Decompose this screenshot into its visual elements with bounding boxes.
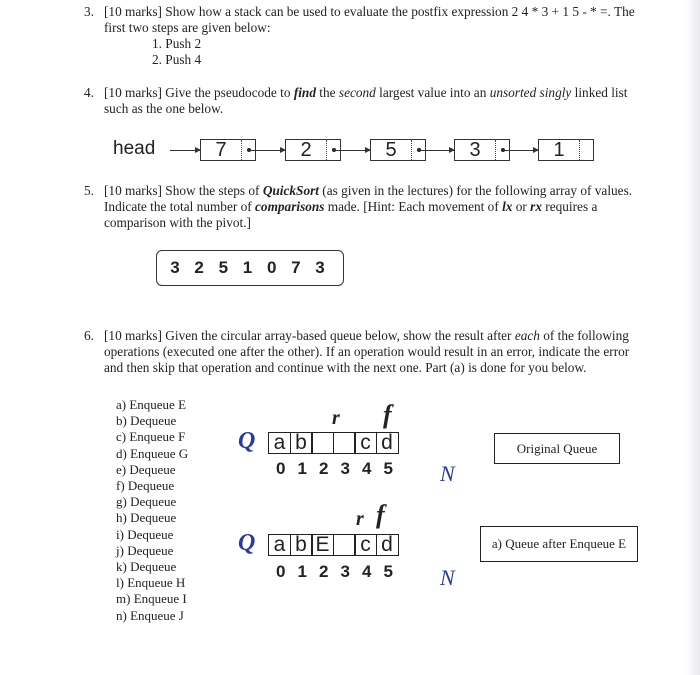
step-2: 2. Push 4 bbox=[152, 52, 202, 67]
node-value: 7 bbox=[215, 139, 227, 161]
node-value: 1 bbox=[553, 139, 565, 161]
page-edge-shadow bbox=[686, 0, 700, 675]
quicksort-array: 3 2 5 1 0 7 3 bbox=[156, 250, 344, 286]
question-4-line-2: such as the one below. bbox=[104, 101, 224, 116]
node-value: 3 bbox=[469, 139, 481, 161]
queue-cell: d bbox=[376, 432, 399, 454]
question-3-line-1: [10 marks] Show how a stack can be used to evaluate the postfix expression 2 4 * 3 + 1 5 - * =. The bbox=[104, 4, 635, 19]
queue-cell bbox=[333, 534, 356, 556]
operation-item: c) Enqueue F bbox=[116, 429, 186, 445]
queue-cell: c bbox=[354, 534, 377, 556]
operation-item: j) Dequeue bbox=[116, 542, 174, 558]
question-5-line-2: Indicate the total number of comparisons made. [Hint: Each movement of lx or rx requires a bbox=[104, 199, 598, 214]
operation-item: l) Enqueue H bbox=[116, 575, 186, 591]
queue-cell: b bbox=[290, 432, 313, 454]
question-5-line-1: [10 marks] Show the steps of QuickSort (as given in the lectures) for the following array of values. bbox=[104, 183, 633, 198]
rear-pointer-label: r bbox=[332, 407, 340, 429]
operation-item: m) Enqueue I bbox=[116, 591, 187, 607]
question-3-number: 3. bbox=[84, 4, 94, 19]
linked-list-head-label: head bbox=[113, 138, 156, 159]
queue-after-enqueue-e-array bbox=[268, 534, 397, 556]
queue-cell: c bbox=[354, 432, 377, 454]
question-6-number: 6. bbox=[84, 328, 94, 343]
node-arrow bbox=[248, 150, 285, 151]
capacity-label: N bbox=[440, 565, 455, 590]
question-3-line-2: first two steps are given below: bbox=[104, 20, 271, 35]
queue-cell: a bbox=[268, 534, 291, 556]
head-arrow bbox=[170, 150, 200, 151]
operation-item: f) Dequeue bbox=[116, 478, 175, 494]
operation-item: i) Dequeue bbox=[116, 526, 174, 542]
node-arrow bbox=[418, 150, 454, 151]
node-value: 2 bbox=[300, 139, 312, 161]
operation-item: h) Dequeue bbox=[116, 510, 177, 526]
list-node bbox=[538, 139, 594, 161]
question-6-line-3: and then skip that operation and continue with the next one. Part (a) is done for you below. bbox=[104, 360, 587, 375]
operation-item: a) Enqueue E bbox=[116, 397, 187, 412]
queue-label: Q bbox=[238, 530, 256, 556]
operations-list bbox=[116, 397, 188, 624]
question-5-number: 5. bbox=[84, 183, 94, 198]
queue-cell bbox=[311, 432, 334, 454]
front-pointer-label: f bbox=[376, 500, 385, 529]
node-value: 5 bbox=[385, 139, 397, 161]
node-arrow bbox=[502, 150, 538, 151]
operation-item: e) Dequeue bbox=[116, 461, 176, 477]
queue-after-enqueue-e-indices: 0 1 2 3 4 5 bbox=[276, 562, 393, 581]
operation-item: k) Dequeue bbox=[116, 559, 177, 575]
original-queue-caption: Original Queue bbox=[494, 433, 620, 464]
queue-cell bbox=[333, 432, 356, 454]
question-4-line-1: [10 marks] Give the pseudocode to find the second largest value into an unsorted singly linked list bbox=[104, 85, 628, 100]
queue-cell: b bbox=[290, 534, 313, 556]
original-queue-array bbox=[268, 432, 397, 454]
capacity-label: N bbox=[440, 461, 455, 486]
operation-item: n) Enqueue J bbox=[116, 607, 184, 623]
rear-pointer-label: r bbox=[356, 508, 364, 530]
question-5-line-3: comparison with the pivot.] bbox=[104, 215, 251, 230]
operation-item: d) Enqueue G bbox=[116, 445, 189, 461]
queue-cell: a bbox=[268, 432, 291, 454]
queue-label: Q bbox=[238, 428, 256, 454]
operation-item: b) Dequeue bbox=[116, 413, 177, 429]
original-queue-indices: 0 1 2 3 4 5 bbox=[276, 459, 393, 478]
queue-after-enqueue-e-caption: a) Queue after Enqueue E bbox=[480, 526, 638, 562]
queue-cell: d bbox=[376, 534, 399, 556]
queue-cell: E bbox=[311, 534, 334, 556]
step-1: 1. Push 2 bbox=[152, 36, 202, 51]
question-6-line-2: operations (executed one after the other). If an operation would result in an error, indicate the error bbox=[104, 344, 630, 359]
operation-item: g) Dequeue bbox=[116, 494, 177, 510]
question-6-line-1: [10 marks] Given the circular array-based queue below, show the result after each of the following bbox=[104, 328, 629, 343]
node-pointer-null bbox=[579, 140, 595, 160]
question-3-steps bbox=[152, 36, 201, 68]
question-4-number: 4. bbox=[84, 85, 94, 100]
front-pointer-label: f bbox=[383, 400, 392, 429]
node-arrow bbox=[333, 150, 370, 151]
